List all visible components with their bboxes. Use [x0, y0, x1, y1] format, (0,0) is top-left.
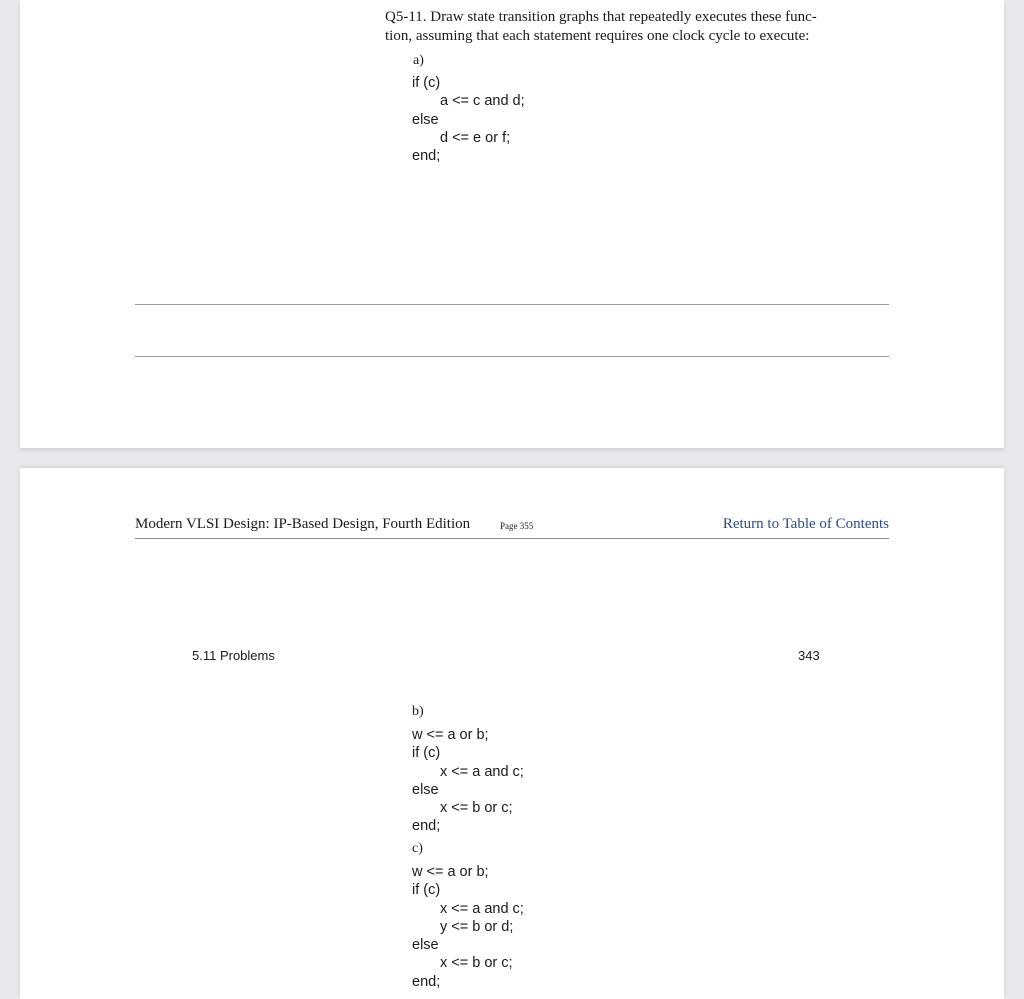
- code-line: x <= a and c;: [440, 900, 524, 917]
- code-line: d <= e or f;: [440, 129, 511, 146]
- code-line: x <= a and c;: [440, 763, 524, 780]
- code-line: end;: [412, 148, 441, 165]
- code-line: y <= b or d;: [440, 918, 514, 935]
- document-page-lower: [20, 468, 1004, 999]
- code-line: x <= b or c;: [440, 955, 513, 972]
- code-line: else: [412, 937, 439, 954]
- code-line: x <= b or c;: [440, 800, 513, 817]
- code-line: w <= a or b;: [412, 864, 489, 880]
- code-line: end;: [412, 818, 441, 835]
- page-number: 343: [798, 648, 820, 663]
- part-a-code: [412, 74, 525, 165]
- part-a-label: a): [413, 53, 424, 68]
- code-line: w <= a or b;: [412, 727, 489, 743]
- part-c-code: [412, 863, 524, 991]
- part-c-label: c): [412, 841, 423, 856]
- answer-line-1: [135, 304, 889, 305]
- part-b-label: b): [412, 704, 424, 719]
- page-header: [135, 514, 889, 539]
- code-line: if (c): [412, 745, 441, 762]
- return-to-toc-link[interactable]: Return to Table of Contents: [722, 516, 889, 532]
- section-title: 5.11 Problems: [192, 648, 275, 663]
- document-page-upper: [20, 0, 1004, 448]
- code-line: end;: [412, 973, 441, 990]
- code-line: if (c): [412, 882, 441, 899]
- question-line-2: tion, assuming that each statement requires one clock cycle to execute:: [385, 28, 810, 44]
- answer-line-2: [135, 356, 889, 357]
- code-line: a <= c and d;: [440, 93, 525, 110]
- question-text: [385, 8, 855, 46]
- question-line-1: Q5-11. Draw state transition graphs that repeatedly executes these func-: [385, 9, 817, 25]
- book-title: Modern VLSI Design: IP-Based Design, Fourth Edition: [135, 516, 471, 532]
- code-line: if (c): [412, 75, 441, 91]
- code-line: else: [412, 111, 439, 128]
- code-line: else: [412, 781, 439, 798]
- page-reference: Page 355: [500, 521, 534, 531]
- part-b-code: [412, 726, 524, 836]
